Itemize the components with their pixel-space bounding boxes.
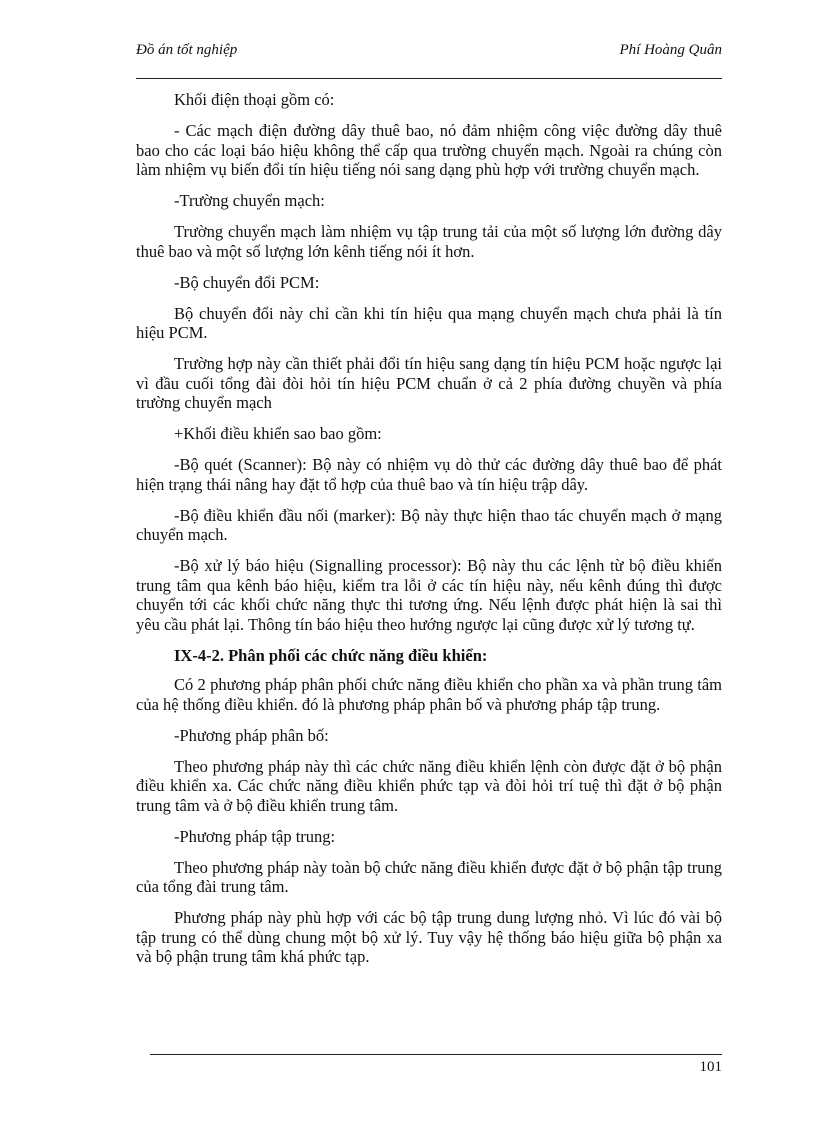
paragraph: +Khối điều khiển sao bao gồm:	[174, 424, 382, 443]
header-author: Phí Hoàng Quân	[619, 42, 722, 58]
section-heading: IX-4-2. Phân phối các chức năng điều khiển:	[174, 645, 488, 665]
header-title: Đồ án tốt nghiệp	[136, 42, 238, 58]
paragraph: Trường hợp này cần thiết phải đổi tín hiệu sang dạng tín hiệu PCM hoặc ngược lại vì đầu cuối tổng đài đòi hỏi tín hiệu PCM chuẩn ở cả 2 phía đường chuyền và phía trường chuyển mạch	[136, 354, 722, 412]
paragraph: -Phương pháp phân bố:	[174, 725, 329, 745]
paragraph: -Bộ chuyển đổi PCM:	[174, 272, 320, 292]
paragraph: Có 2 phương pháp phân phối chức năng điều khiển cho phần xa và phần trung tâm của hệ thống điều khiển. đó là phương pháp phân bố và phương pháp tập trung.	[136, 675, 722, 714]
paragraph: - Các mạch điện đường dây thuê bao, nó đảm nhiệm công việc đường dây thuê bao cho các loại báo hiệu không thể cấp qua trường chuyển mạch. Ngoài ra chúng còn làm nhiệm vụ biến đổi tín hiệu tiếng nói sang dạng phù hợp với trường chuyển mạch.	[136, 121, 722, 179]
paragraph: Khối điện thoại gồm có:	[174, 90, 335, 109]
page-footer	[150, 1054, 722, 1075]
paragraph: -Bộ điều khiển đầu nối (marker): Bộ này thực hiện thao tác chuyển mạch ở mạng chuyển mạch.	[136, 505, 722, 544]
paragraph: Phương pháp này phù hợp với các bộ tập trung dung lượng nhỏ. Vì lúc đó vài bộ tập trung có thể dùng chung một bộ xử lý. Tuy vậy hệ thống báo hiệu giữa bộ phận xa và bộ phận trung tâm khá phức tạp.	[136, 908, 722, 966]
paragraph: -Trường chuyển mạch:	[174, 191, 325, 210]
paragraph: Bộ chuyển đổi này chỉ cần khi tín hiệu qua mạng chuyển mạch chưa phải là tín hiệu PCM.	[136, 303, 722, 342]
page-number: 101	[699, 1059, 722, 1075]
paragraph: Theo phương pháp này thì các chức năng điều khiển lệnh còn được đặt ở bộ phận điều khiển xa. Các chức năng điều khiển phức tạp và đòi hỏi trí tuệ thì đặt ở bộ phận trung tâm và ở bộ điều khiển trung tâm.	[136, 756, 722, 815]
paragraph: Trường chuyển mạch làm nhiệm vụ tập trung tải của một số lượng lớn đường dây thuê bao và một số lượng lớn kênh tiếng nói ít hơn.	[136, 222, 722, 261]
page-body	[136, 90, 722, 978]
paragraph: -Bộ quét (Scanner): Bộ này có nhiệm vụ dò thử các đường dây thuê bao để phát hiện trạng thái nâng hay đặt tổ hợp của thuê bao và tín hiệu trập dây.	[136, 455, 722, 494]
paragraph: Theo phương pháp này toàn bộ chức năng điều khiển được đặt ở bộ phận tập trung của tổng đài trung tâm.	[136, 857, 722, 896]
page-header	[136, 42, 722, 79]
paragraph: -Phương pháp tập trung:	[174, 826, 336, 846]
paragraph: -Bộ xử lý báo hiệu (Signalling processor): Bộ này thu các lệnh từ bộ điều khiển trung tâm qua kênh báo hiệu, kiểm tra lỗi ở các tín hiệu này, nếu kênh đúng thì được chuyển tới các khối chức năng thực thi tương ứng. Nếu lệnh được phát hiện là sai thì yêu cầu phát lại. Thông tín báo hiệu theo hướng ngược lại cũng được xử lý tương tự.	[136, 556, 722, 634]
